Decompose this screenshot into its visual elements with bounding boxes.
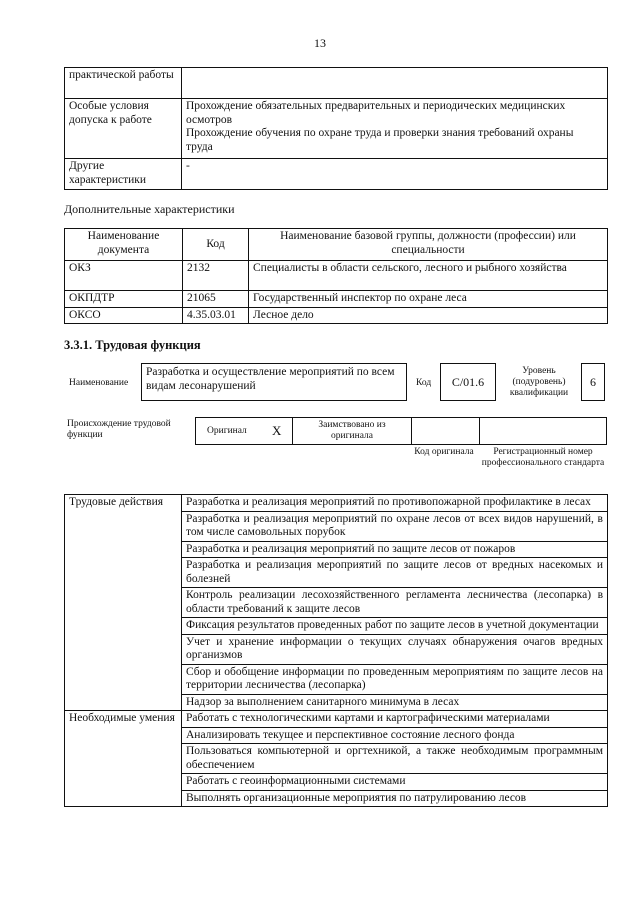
row-label: практической работы [65,68,182,99]
list-item: Учет и хранение информации о текущих случаях обнаружения очагов вредных организмов [182,634,608,664]
cell-doc: ОКЗ [65,261,183,291]
cell-name: Государственный инспектор по охране леса [249,291,608,308]
row-label: Особые условия допуска к работе [65,99,182,159]
row-value-line: Прохождение обучения по охране труда и проверки знания требований охраны труда [186,127,574,153]
list-item: Работать с технологическими картами и картографическими материалами [182,711,608,728]
list-item: Анализировать текущее и перспективное состояние лесного фонда [182,727,608,744]
list-item: Надзор за выполнением санитарного минимума в лесах [182,694,608,711]
origin-box [195,417,607,445]
cell-code: 21065 [183,291,249,308]
name-label: Наименование [69,378,129,388]
borrowed-label: Заимствовано из оригинала [318,420,386,441]
cell-name: Специалисты в области сельского, лесного и рыбного хозяйства [249,261,608,291]
row-value [182,68,608,99]
row-label: Другие характеристики [65,159,182,190]
cell-doc: ОКПДТР [65,291,183,308]
origin-divider [479,417,480,445]
group-label: Трудовые действия [65,495,182,711]
original-mark: X [272,423,282,438]
table-row [65,307,608,324]
origin-divider [292,417,293,445]
code-original-label: Код оригинала [414,447,474,457]
row-value-line: Прохождение обязательных предварительных и периодических медицинских осмотров [186,100,566,126]
function-code-box [440,363,496,401]
list-item: Выполнять организационные мероприятия по патрулированию лесов [182,790,608,807]
level-label: Уровень (подуровень) квалификации [509,366,569,398]
actions-table [64,494,608,807]
code-label: Код [416,378,432,388]
table-row [65,68,608,99]
list-item: Фиксация результатов проведенных работ по защите лесов в учетной документации [182,618,608,635]
origin-label: Происхождение трудовой функции [67,419,171,440]
row-value: - [182,159,608,190]
cell-doc: ОКСО [65,307,183,324]
table-row [65,495,608,512]
list-item: Разработка и реализация мероприятий по противопожарной профилактике в лесах [182,495,608,512]
conditions-table [64,67,608,190]
function-name: Разработка и осуществление мероприятий по всем видам лесонарушений [146,366,395,392]
section-title: 3.3.1. Трудовая функция [64,338,201,352]
row-value [182,99,608,159]
list-item: Разработка и реализация мероприятий по защите лесов от пожаров [182,541,608,558]
table-row [65,711,608,728]
cell-code: 4.35.03.01 [183,307,249,324]
reg-number-label: Регистрационный номер профессионального стандарта [481,447,605,468]
list-item: Контроль реализации лесохозяйственного регламента лесничества (лесопарка) в области требований к защите лесов [182,588,608,618]
table-row [65,99,608,159]
function-code: С/01.6 [451,374,485,389]
header-doc-name: Наименование документа [65,229,183,261]
list-item: Разработка и реализация мероприятий по охране лесов от всех видов нарушений, в том числе самовольных порубок [182,511,608,541]
table-row [65,159,608,190]
header-group-name: Наименование базовой группы, должности (профессии) или специальности [249,229,608,261]
level-value: 6 [590,374,596,389]
page-number: 13 [314,36,326,50]
list-item: Разработка и реализация мероприятий по защите лесов от вредных насекомых и болезней [182,558,608,588]
cell-code: 2132 [183,261,249,291]
function-name-box [141,363,407,401]
additional-table [64,228,608,324]
list-item: Пользоваться компьютерной и оргтехникой, а также необходимым программным обеспечением [182,744,608,774]
level-box [581,363,605,401]
group-label: Необходимые умения [65,711,182,807]
cell-name: Лесное дело [249,307,608,324]
table-header-row [65,229,608,261]
original-label: Оригинал [207,426,247,436]
origin-divider [411,417,412,445]
header-code: Код [183,229,249,261]
table-row [65,291,608,308]
table-row [65,261,608,291]
list-item: Работать с геоинформационными системами [182,774,608,791]
list-item: Сбор и обобщение информации по проведенным мероприятиям по защите лесов на территории лесничества (лесопарка) [182,664,608,694]
additional-title: Дополнительные характеристики [64,202,235,216]
